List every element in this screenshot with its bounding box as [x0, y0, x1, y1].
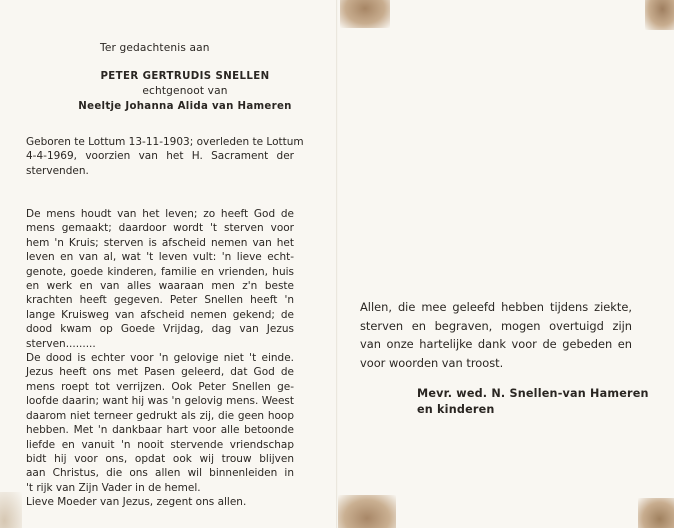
text-line: leven en van al, wat 't leven vult: 'n lieve echt-: [26, 251, 294, 264]
text-line: Allen, die mee geleefd hebben tijdens ziekte,: [360, 300, 632, 314]
signature-line: en kinderen: [417, 403, 495, 416]
photo-corner-bottom-right: [638, 498, 674, 528]
signature-line: Mevr. wed. N. Snellen-van Hameren: [417, 387, 649, 400]
spouse-name: Neeltje Johanna Alida van Hameren: [78, 101, 292, 112]
text-line: De mens houdt van het leven; zo heeft God de: [26, 208, 294, 220]
text-line: mens roept tot verrijzen. Ook Peter Snellen ge-: [26, 380, 294, 393]
text-line: 4-4-1969, voorzien van het H. Sacrament der: [26, 150, 294, 163]
text-line: lange Kruisweg van afscheid nemen gekend; de: [26, 308, 294, 321]
text-line: voor woorden van troost.: [360, 355, 504, 370]
text-line: daarom niet terneer gedrukt als zij, die geen hoop: [26, 409, 294, 422]
intro-text: Ter gedachtenis aan: [100, 42, 210, 54]
text-line: hebben. Met 'n dankbaar hart voor alle betoonde: [26, 424, 294, 437]
text-line: en werk en van alles waaraan men z'n beste: [26, 280, 294, 293]
text-line: stervenden.: [26, 164, 89, 177]
text-line: Lieve Moeder van Jezus, zegent ons allen.: [26, 496, 247, 509]
text-line: 't rijk van Zijn Vader in de hemel.: [26, 481, 201, 494]
text-line: dood kwam op Goede Vrijdag, dag van Jezus: [26, 323, 294, 336]
birth-death-paragraph: [26, 135, 304, 178]
paper-stain: [0, 492, 22, 528]
spouse-label: echtgenoot van: [142, 85, 228, 97]
text-line: aan Christus, die ons allen wil binnenleiden in: [26, 467, 294, 480]
text-line: genote, goede kinderen, familie en vrienden, huis: [26, 265, 294, 278]
thanks-paragraph: [360, 298, 632, 372]
text-line: bidt hij voor ons, opdat ook wij trouw blijven: [26, 452, 294, 465]
text-line: De dood is echter voor 'n gelovige niet 't einde.: [26, 352, 294, 365]
text-line: krachten heeft gegeven. Peter Snellen heeft 'n: [26, 294, 294, 307]
text-line: liefde en vanuit 'n nooit stervende vriendschap: [26, 438, 294, 451]
text-line: hem 'n Kruis; sterven is afscheid nemen van het: [26, 236, 294, 249]
text-line: sterven.........: [26, 337, 96, 350]
photo-corner-bottom-left: [338, 495, 396, 528]
text-line: loofde daarin; want hij was 'n gelovig mens. Weest: [26, 395, 294, 408]
text-line: Jezus heeft ons met Pasen geleerd, dat God de: [26, 366, 294, 379]
photo-corner-top-right: [645, 0, 674, 30]
text-line: van onze hartelijke dank voor de gebeden en: [360, 337, 632, 352]
text-line: Geboren te Lottum 13-11-1903; overleden te Lottum: [26, 136, 304, 148]
signature: [417, 386, 649, 418]
photo-corner-top-left: [340, 0, 390, 28]
memorial-text: [26, 207, 294, 510]
deceased-name: PETER GERTRUDIS SNELLEN: [100, 71, 270, 82]
text-line: sterven en begraven, mogen overtuigd zijn: [360, 318, 632, 333]
text-line: mens gemaakt; daardoor wordt 't sterven voor: [26, 222, 294, 235]
